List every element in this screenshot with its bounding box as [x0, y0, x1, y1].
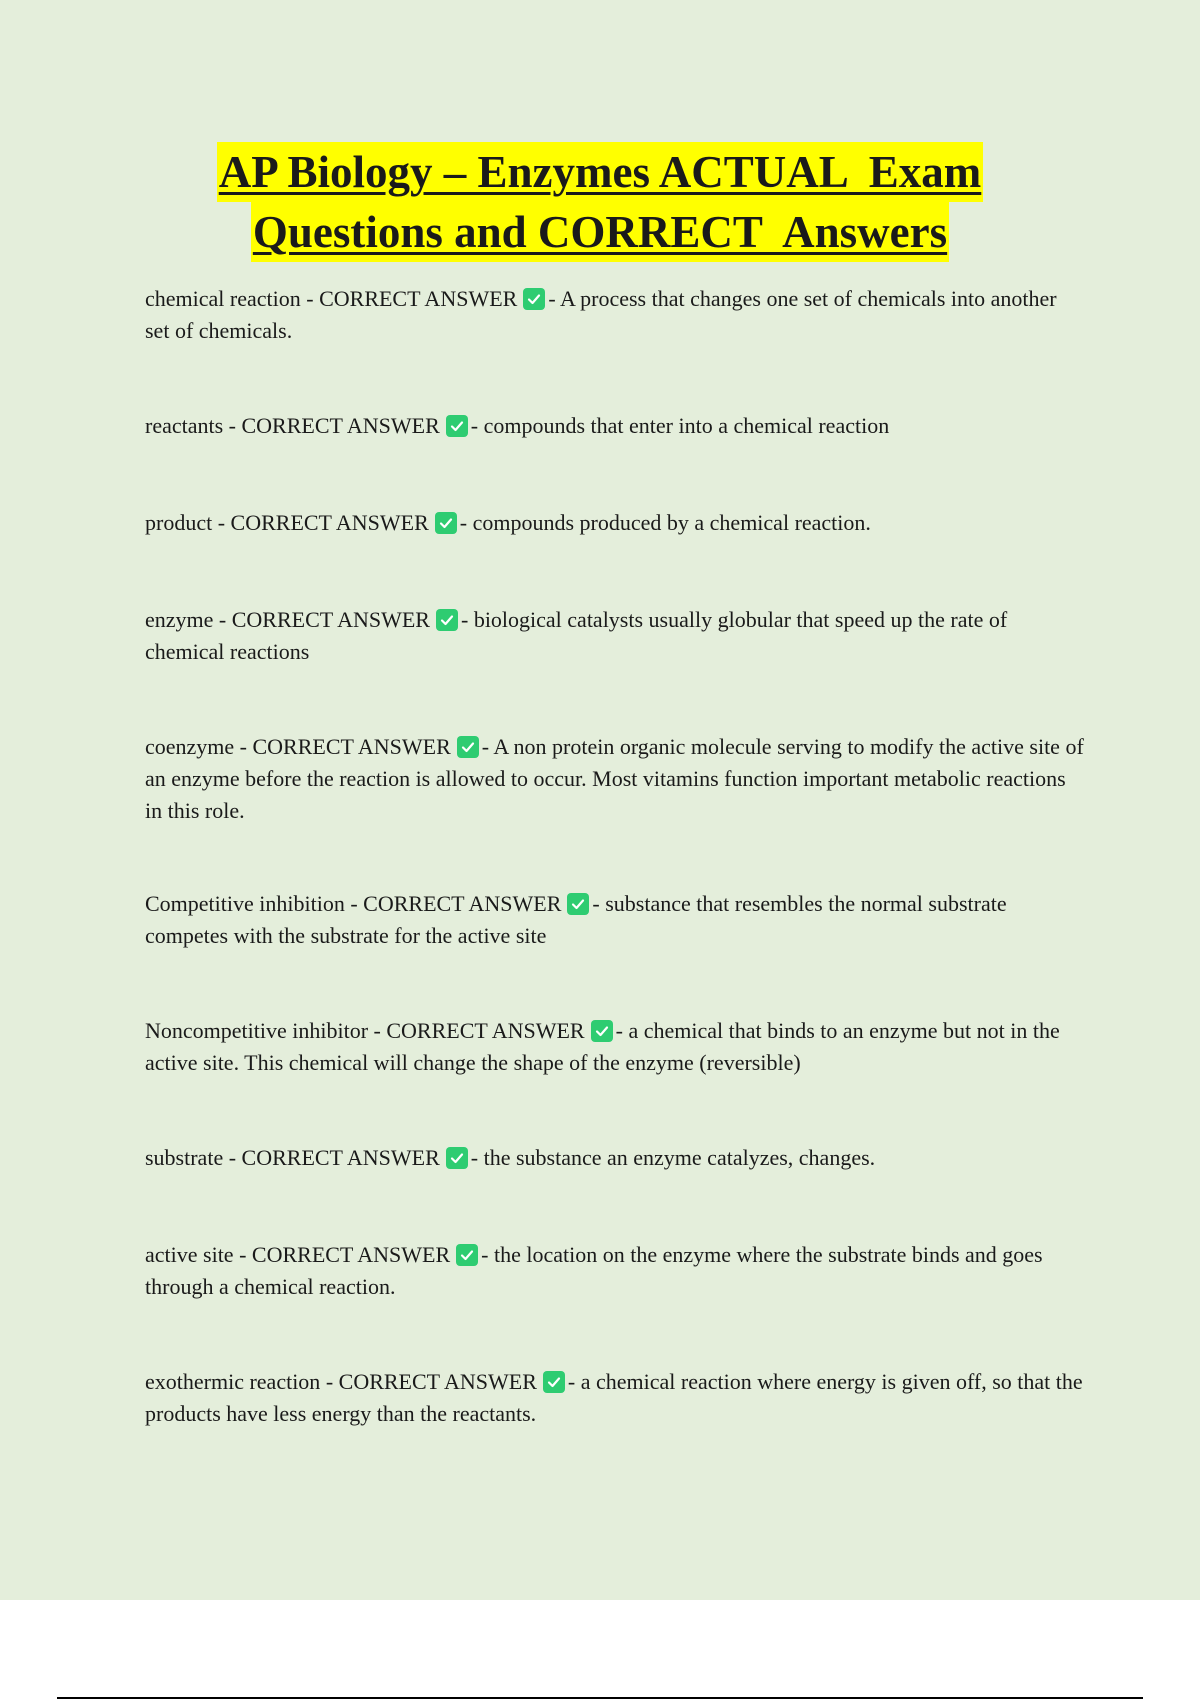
- entry-definition: A process that changes one set of chemicals into another set of chemicals.: [145, 286, 1057, 343]
- qa-entry: substrate - CORRECT ANSWER - the substance an enzyme catalyzes, changes.: [145, 1145, 876, 1170]
- entry-definition: a chemical that binds to an enzyme but not in the active site. This chemical will change the shape of the enzyme (reversible): [145, 1018, 1060, 1075]
- entry-marker: CORRECT ANSWER: [251, 1242, 451, 1267]
- entry-term: enzyme: [145, 607, 214, 632]
- title-line-2: Questions and CORRECT Answers: [251, 202, 949, 262]
- entry-marker: CORRECT ANSWER: [363, 891, 562, 916]
- qa-entry: Noncompetitive inhibitor - CORRECT ANSWER - a chemical that binds to an enzyme but not in the active site. This chemical will change the shape of the enzyme (reversible): [145, 1018, 1060, 1075]
- entry-marker: CORRECT ANSWER: [386, 1018, 585, 1043]
- entry-marker: CORRECT ANSWER: [241, 1145, 440, 1170]
- entry-marker: CORRECT ANSWER: [230, 510, 429, 535]
- entry-marker: CORRECT ANSWER: [231, 607, 430, 632]
- entry-definition: the substance an enzyme catalyzes, changes.: [483, 1145, 876, 1170]
- entry-marker: CORRECT ANSWER: [319, 286, 518, 311]
- entry-marker: CORRECT ANSWER: [241, 413, 440, 438]
- check-mark-icon: [543, 1371, 565, 1393]
- entry-definition: compounds produced by a chemical reaction.: [472, 510, 871, 535]
- entry-term: reactants: [145, 413, 224, 438]
- qa-entry: Competitive inhibition - CORRECT ANSWER - substance that resembles the normal substrate competes with the substrate for the active site: [145, 891, 1007, 948]
- qa-entry: coenzyme - CORRECT ANSWER - A non protein organic molecule serving to modify the active site of an enzyme before the reaction is allowed to occur. Most vitamins function important metabolic reactions in this role.: [145, 734, 1084, 823]
- entry-definition: the location on the enzyme where the substrate binds and goes through a chemical reaction.: [145, 1242, 1043, 1299]
- check-mark-icon: [446, 415, 468, 437]
- qa-entry: chemical reaction - CORRECT ANSWER - A process that changes one set of chemicals into another set of chemicals.: [145, 286, 1057, 343]
- qa-entry: reactants - CORRECT ANSWER - compounds that enter into a chemical reaction: [145, 413, 890, 438]
- title-line-1: AP Biology – Enzymes ACTUAL Exam: [217, 142, 984, 202]
- footer-divider: [57, 1697, 1143, 1699]
- check-mark-icon: [446, 1147, 468, 1169]
- entry-term: active site: [145, 1242, 234, 1267]
- qa-entry: enzyme - CORRECT ANSWER - biological catalysts usually globular that speed up the rate of chemical reactions: [145, 607, 1008, 664]
- entry-definition: compounds that enter into a chemical reaction: [483, 413, 890, 438]
- check-mark-icon: [456, 1244, 478, 1266]
- check-mark-icon: [523, 288, 545, 310]
- entry-term: Competitive inhibition: [145, 891, 345, 916]
- document-title: [0, 142, 1200, 262]
- check-mark-icon: [436, 609, 458, 631]
- entry-definition: A non protein organic molecule serving to modify the active site of an enzyme before the reaction is allowed to occur. Most vitamins function important metabolic reactions in this role.: [145, 734, 1084, 823]
- entry-term: product: [145, 510, 213, 535]
- entry-term: Noncompetitive inhibitor: [145, 1018, 369, 1043]
- entry-term: chemical reaction: [145, 286, 301, 311]
- qa-entry: exothermic reaction - CORRECT ANSWER - a chemical reaction where energy is given off, so that the products have less energy than the reactants.: [145, 1369, 1083, 1426]
- check-mark-icon: [457, 736, 479, 758]
- check-mark-icon: [435, 512, 457, 534]
- entry-term: exothermic reaction: [145, 1369, 321, 1394]
- check-mark-icon: [591, 1020, 613, 1042]
- entry-definition: a chemical reaction where energy is given off, so that the products have less energy than the reactants.: [145, 1369, 1083, 1426]
- entry-definition: substance that resembles the normal substrate competes with the substrate for the active site: [145, 891, 1007, 948]
- qa-entry: product - CORRECT ANSWER - compounds produced by a chemical reaction.: [145, 510, 871, 535]
- entry-definition: biological catalysts usually globular that speed up the rate of chemical reactions: [145, 607, 1008, 664]
- entry-term: substrate: [145, 1145, 224, 1170]
- check-mark-icon: [567, 893, 589, 915]
- entry-term: coenzyme: [145, 734, 235, 759]
- qa-entry: active site - CORRECT ANSWER - the location on the enzyme where the substrate binds and goes through a chemical reaction.: [145, 1242, 1043, 1299]
- entry-marker: CORRECT ANSWER: [252, 734, 451, 759]
- entry-marker: CORRECT ANSWER: [338, 1369, 537, 1394]
